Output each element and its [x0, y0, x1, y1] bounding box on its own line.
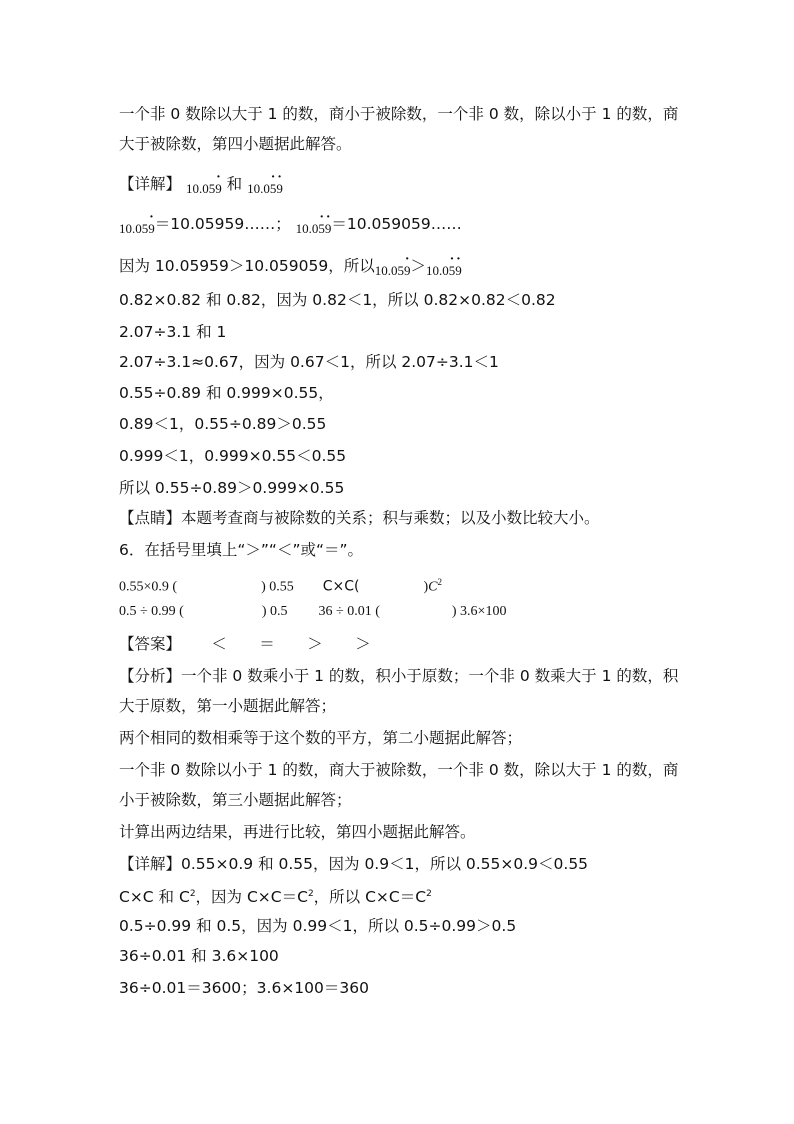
- and-text: 和: [226, 175, 243, 193]
- text-line: 2.07÷3.1 和 1: [119, 323, 227, 341]
- analysis-line: 计算出两边结果，再进行比较，第四小题据此解答。: [119, 823, 476, 841]
- question-row-2: 0.5 ÷ 0.99 ( ) 0.5 36 ÷ 0.01 ( ) 3.6×100: [119, 604, 507, 619]
- answer-symbol: ＝: [259, 635, 275, 653]
- repeating-decimal-b: 10.0· 5· 9: [426, 263, 462, 278]
- comparison-line: 因为 10.05959＞10.059059，所以$_{10.05\cdot 9}>_{10.0\cdot 5\cdot 9}$: [119, 256, 462, 277]
- repeating-decimal-b: 10.0· 5· 9: [296, 221, 332, 236]
- answer-line: [119, 634, 387, 654]
- expansion-line: $_{10.05\cdot 9}$＝10.05959……； $_{10.0\cdot 5\cdot 9}$＝10.059059……: [119, 214, 462, 235]
- detail-line-squares: C×C 和 $C^2$，因为 $C\times C=C^2$，所以 $C\times C=C^2$: [119, 888, 432, 907]
- question-row-1: 0.55×0.9 ( ) 0.55 C×C( )$C^2$: [119, 577, 442, 595]
- text-line: 所以 0.55÷0.89＞0.999×0.55: [119, 479, 345, 497]
- text-line: 一个非 0 数除以大于 1 的数，商小于被除数，一个非 0 数，除以小于 1 的数，商: [119, 105, 679, 123]
- detail-line: 【详解】0.55×0.9 和 0.55，因为 0.9＜1，所以 0.55×0.9＜0.55: [119, 855, 589, 873]
- comment-line: 【点睛】本题考查商与被除数的关系；积与乘数；以及小数比较大小。: [119, 509, 600, 527]
- repeating-decimal-b: 10.0· 5· 9: [247, 181, 283, 196]
- question-title: 6．在括号里填上“＞”“＜”或“＝”。: [119, 541, 364, 559]
- answer-symbol: ＞: [307, 635, 323, 653]
- text-line: 大于被除数，第四小题据此解答。: [119, 135, 352, 153]
- answer-symbol: ＜: [211, 635, 227, 653]
- text-line: 0.82×0.82 和 0.82，因为 0.82＜1，所以 0.82×0.82＜0.82: [119, 291, 556, 309]
- text-line: 2.07÷3.1≈0.67，因为 0.67＜1，所以 2.07÷3.1＜1: [119, 353, 499, 371]
- analysis-line: 大于原数，第一小题据此解答；: [119, 697, 337, 715]
- text-line: 0.999＜1，0.999×0.55＜0.55: [119, 447, 347, 465]
- text-line: 0.55÷0.89 和 0.999×0.55，: [119, 384, 334, 402]
- answer-label: 【答案】: [119, 635, 182, 653]
- repeating-decimal-a: 10.05· 9: [186, 181, 222, 196]
- text-line: 0.89＜1，0.55÷0.89＞0.55: [119, 415, 327, 433]
- detail-line: 0.5÷0.99 和 0.5，因为 0.99＜1，所以 0.5÷0.99＞0.5: [119, 917, 517, 935]
- repeating-decimal-a: 10.05· 9: [375, 263, 411, 278]
- detail-label: 【详解】: [119, 175, 182, 193]
- repeating-decimal-a: 10.05· 9: [119, 221, 155, 236]
- detail-line: 36÷0.01＝3600；3.6×100＝360: [119, 979, 369, 997]
- analysis-line: 小于被除数，第三小题据此解答；: [119, 791, 352, 809]
- detail-line: 36÷0.01 和 3.6×100: [119, 947, 279, 965]
- analysis-line: 一个非 0 数除以小于 1 的数，商大于被除数，一个非 0 数，除以大于 1 的数，商: [119, 761, 679, 779]
- answer-symbol: ＞: [355, 635, 371, 653]
- analysis-line: 两个相同的数相乘等于这个数的平方，第二小题据此解答；: [119, 729, 523, 747]
- analysis-line: 【分析】一个非 0 数乘小于 1 的数，积小于原数；一个非 0 数乘大于 1 的数，积: [119, 667, 679, 685]
- detail-heading-line: [119, 174, 283, 195]
